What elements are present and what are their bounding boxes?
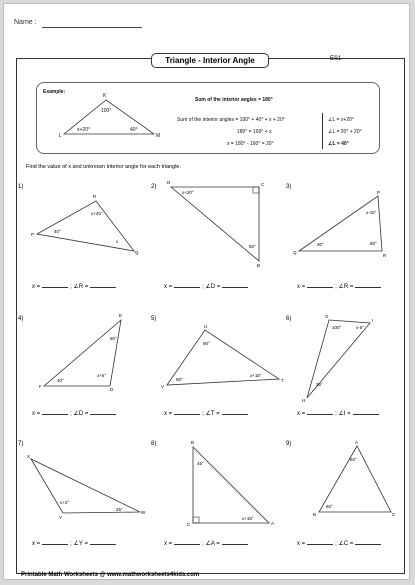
problem-7-number: 7) (18, 441, 24, 447)
p5-angle-u: 90° (203, 341, 210, 346)
p2-angle-b: 50° (249, 244, 256, 249)
p1-angle-q: x (116, 239, 119, 244)
p3-vertex-q: Q (293, 250, 297, 255)
p1-angle-r: x+45° (91, 211, 103, 216)
p7-vertex-y: Y (59, 515, 63, 520)
p2-x-blank[interactable] (174, 282, 200, 288)
example-result3: ∠L = 40° (328, 141, 349, 147)
p4-angle-blank[interactable] (90, 409, 116, 415)
p5-vertex-t: T (281, 378, 284, 383)
p8-x-blank[interactable] (174, 539, 200, 545)
p5-answer: x = ; ∠T = (164, 409, 250, 417)
example-result1: ∠L = x+20° (328, 117, 354, 123)
p4-angle-e: 60° (110, 336, 117, 341)
p4-vertex-e: E (119, 313, 123, 318)
example-vertex-right: M (156, 133, 161, 139)
p4-vertex-f: F (39, 384, 42, 389)
p4-angle-f: 40° (57, 378, 64, 383)
p2-vertex-b: B (257, 263, 261, 268)
p8-vertex-c: C (187, 522, 191, 527)
problem-9-number: 9) (286, 441, 292, 447)
problem-5-number: 5) (151, 316, 157, 322)
p1-vertex-r: R (93, 194, 97, 199)
problem-3-number: 3) (286, 184, 292, 190)
p3-vertex-p: P (377, 190, 381, 195)
example-angle-left: x+20° (77, 127, 90, 133)
p2-answer: x = ; ∠D = (164, 282, 250, 290)
instructions: Find the value of x and unknown interior angle for each triangle. (26, 164, 182, 170)
name-label: Name : (14, 19, 37, 26)
p4-vertex-d: D (110, 387, 114, 392)
p3-angle-r: 80° (370, 241, 377, 246)
p4-answer: x = ; ∠D = (32, 409, 118, 417)
p9-answer: x = ; ∠C = (297, 539, 383, 547)
p7-vertex-w: W (141, 510, 146, 515)
p6-vertex-h: H (302, 398, 306, 403)
p6-angle-g: 100° (332, 325, 342, 330)
p9-x-blank[interactable] (307, 539, 333, 545)
p2-angle-blank[interactable] (222, 282, 248, 288)
problem-2-number: 2) (151, 184, 157, 190)
p2-angle-d: x+20° (182, 190, 194, 195)
example-angle-top: 100° (101, 108, 112, 114)
p7-angle-y: x+2° (60, 500, 70, 505)
p5-vertex-u: U (204, 324, 208, 329)
p3-angle-blank[interactable] (355, 282, 381, 288)
p7-angle-w: 25° (116, 507, 123, 512)
example-vertex-left: L (59, 133, 62, 139)
p4-x-blank[interactable] (42, 409, 68, 415)
p9-vertex-c: C (392, 512, 396, 517)
p6-angle-blank[interactable] (353, 409, 379, 415)
p1-answer: x = ; ∠R = (32, 282, 118, 290)
p1-vertex-q: Q (135, 250, 139, 255)
p9-vertex-a: A (355, 440, 359, 445)
worksheet-page (3, 3, 410, 580)
p9-angle-b: 60° (326, 504, 333, 509)
p6-vertex-i: I (372, 318, 374, 323)
p8-vertex-b: B (191, 440, 195, 445)
p8-vertex-a: A (271, 521, 275, 526)
p6-answer: x = ; ∠I = (297, 409, 381, 417)
worksheet-title: Triangle - Interior Angle (151, 53, 269, 68)
example-vertex-top: K (103, 93, 107, 99)
p3-x-blank[interactable] (307, 282, 333, 288)
p4-angle-d: x+5° (97, 373, 107, 378)
p5-angle-v: 50° (176, 377, 183, 382)
problem-4-number: 4) (18, 316, 24, 322)
p6-angle-h: 35° (316, 382, 323, 387)
p8-angle-blank[interactable] (222, 539, 248, 545)
example-label: Example: (43, 89, 66, 95)
example-step2: 180° = 160° + x (237, 129, 272, 135)
p7-vertex-x: X (27, 454, 31, 459)
p7-angle-blank[interactable] (90, 539, 116, 545)
p3-answer: x = ; ∠R = (297, 282, 383, 290)
p5-angle-blank[interactable] (222, 409, 248, 415)
p8-angle-b: 45° (197, 461, 204, 466)
problem-1-number: 1) (18, 184, 24, 190)
p1-angle-blank[interactable] (90, 282, 116, 288)
p8-angle-a: x+15° (242, 516, 254, 521)
example-angle-right: 40° (130, 127, 138, 133)
p1-vertex-p: P (31, 232, 35, 237)
problem-8-number: 8) (151, 441, 157, 447)
footer-text: Printable Math Worksheets @ www.mathworksheets4kids.com (21, 572, 200, 578)
p5-x-blank[interactable] (174, 409, 200, 415)
p6-angle-i: x-5° (356, 325, 365, 330)
example-result2: ∠L = 20° + 20° (328, 129, 362, 135)
example-step1: Sum of the interior angles = 100° + 40° + x + 20° (177, 117, 285, 123)
p5-angle-t: x+15° (250, 373, 262, 378)
p2-vertex-d: D (167, 180, 171, 185)
p6-vertex-g: G (325, 314, 329, 319)
p9-vertex-b: B (313, 512, 317, 517)
p2-vertex-c: C (261, 182, 265, 187)
example-heading: Sum of the interior angles = 180° (195, 97, 273, 103)
p5-vertex-v: V (161, 384, 165, 389)
p7-answer: x = ; ∠Y = (32, 539, 118, 547)
p1-x-blank[interactable] (42, 282, 68, 288)
p6-x-blank[interactable] (307, 409, 333, 415)
p9-angle-a: 60° (350, 457, 357, 462)
p3-angle-p: x-15° (366, 210, 377, 215)
problem-6-number: 6) (286, 316, 292, 322)
p8-answer: x = ; ∠A = (164, 539, 250, 547)
p7-x-blank[interactable] (42, 539, 68, 545)
example-step3: x = 180° - 160° = 20° (227, 141, 274, 147)
p3-angle-q: 30° (317, 242, 324, 247)
worksheet-code: ES1 (330, 56, 342, 62)
triangles-layer (4, 4, 411, 581)
p3-vertex-r: R (383, 253, 387, 258)
p1-angle-p: 40° (54, 229, 61, 234)
p9-angle-blank[interactable] (355, 539, 381, 545)
